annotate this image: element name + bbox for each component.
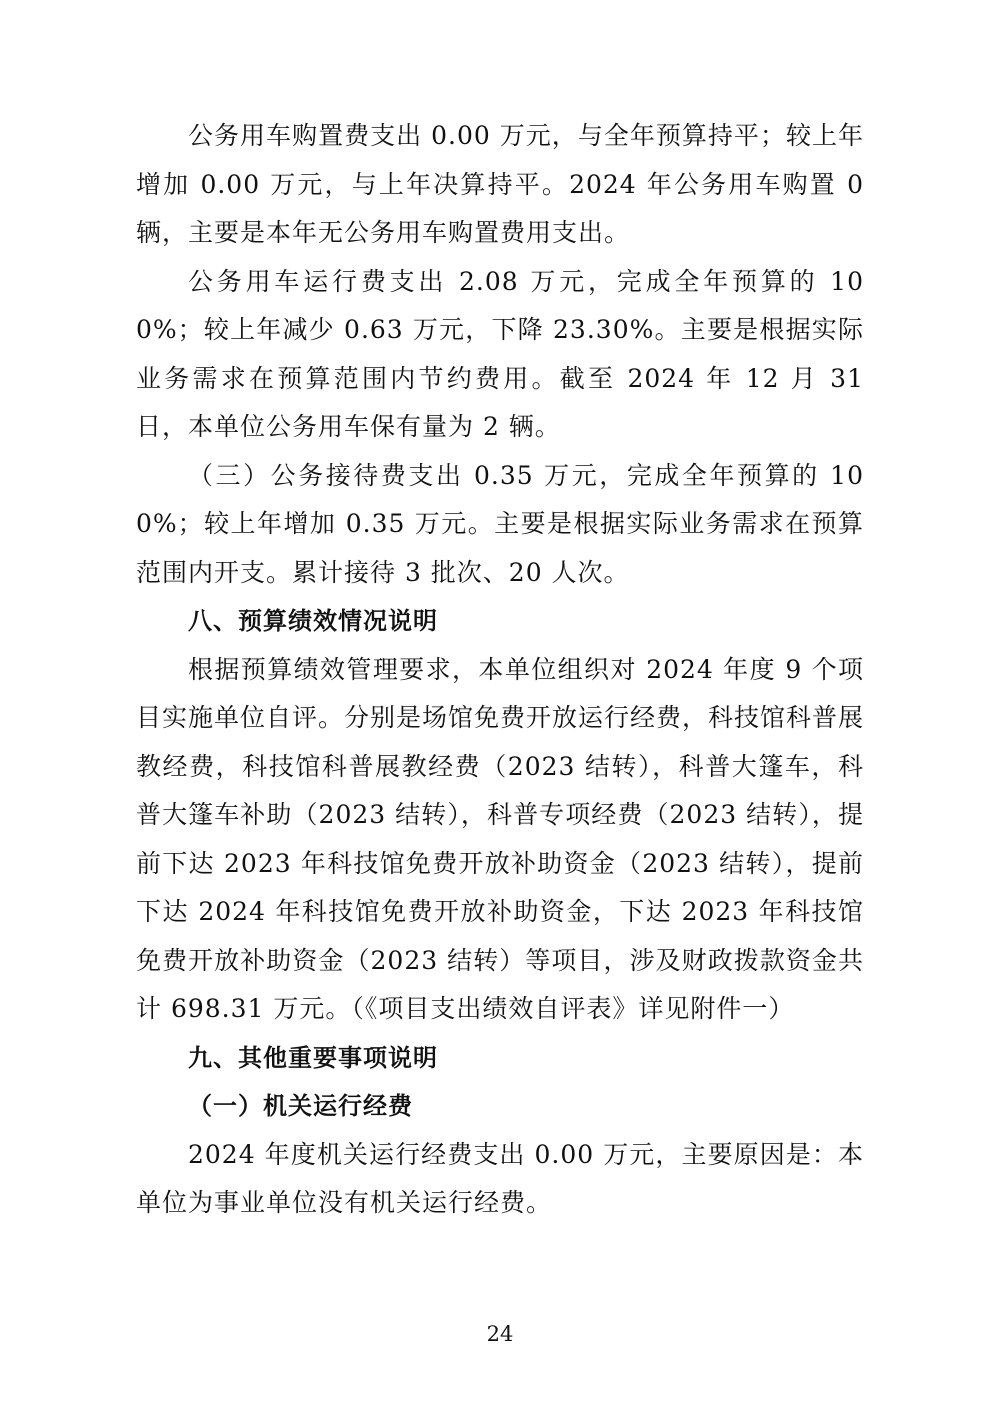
paragraph-vehicle-operation: 公务用车运行费支出 2.08 万元，完成全年预算的 100%；较上年减少 0.63 万元，下降 23.30%。主要是根据实际业务需求在预算范围内节约费用。截至 2024 年 12 月 31 日，本单位公务用车保有量为 2 辆。	[136, 266, 864, 441]
paragraph-reception-expense: （三）公务接待费支出 0.35 万元，完成全年预算的 100%；较上年增加 0.35 万元。主要是根据实际业务需求在预算范围内开支。累计接待 3 批次、20 人次。	[136, 460, 864, 587]
paragraph-operating-expense: 2024 年度机关运行经费支出 0.00 万元，主要原因是：本单位为事业单位没有机关运行经费。	[136, 1139, 864, 1217]
section-heading-other-matters: 九、其他重要事项说明	[188, 1043, 438, 1072]
section-heading-budget-performance: 八、预算绩效情况说明	[188, 607, 438, 635]
subsection-heading-operating-expense: （一）机关运行经费	[188, 1092, 413, 1120]
document-body	[136, 112, 864, 1228]
paragraph-budget-performance: 根据预算绩效管理要求，本单位组织对 2024 年度 9 个项目实施单位自评。分别是场馆免费开放运行经费，科技馆科普展教经费，科技馆科普展教经费（2023 结转），科普大篷车，科普大篷车补助（2023 结转），科普专项经费（2023 结转），提前下达 2023 年科技馆免费开放补助资金（2023 结转），提前下达 2024 年科技馆免费开放补助资金，下达 2023 年科技馆免费开放补助资金（2023 结转）等项目，涉及财政拨款资金共计 698.31 万元。（《项目支出绩效自评表》详见附件一）	[136, 654, 865, 1023]
page-number: 24	[486, 1322, 514, 1346]
paragraph-vehicle-purchase: 公务用车购置费支出 0.00 万元，与全年预算持平；较上年增加 0.00 万元，与上年决算持平。2024 年公务用车购置 0 辆，主要是本年无公务用车购置费用支出。	[136, 121, 864, 247]
